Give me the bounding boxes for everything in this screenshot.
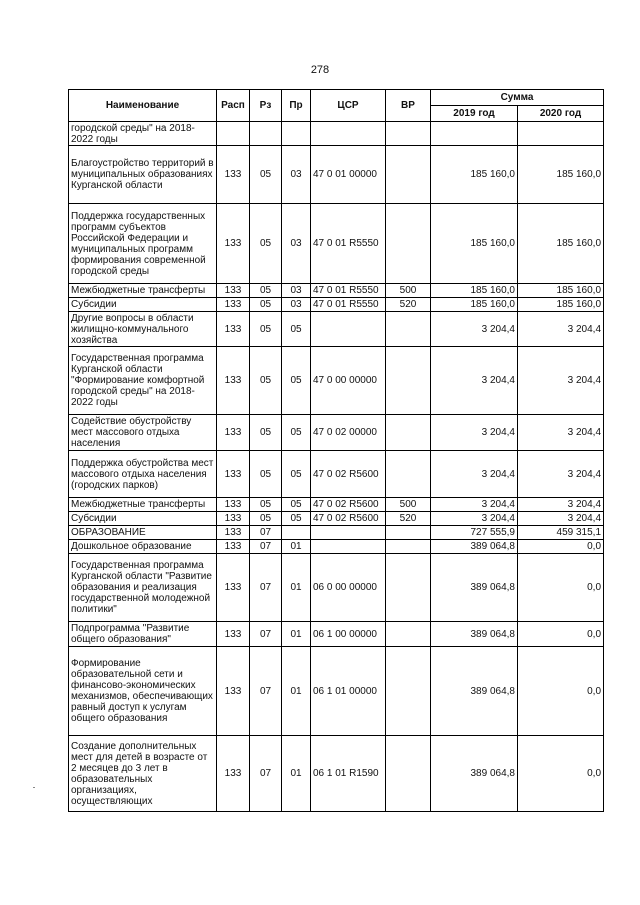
row-pr: 05 <box>282 512 311 526</box>
row-rasp: 133 <box>217 512 250 526</box>
row-sum-2020: 185 160,0 <box>518 298 604 312</box>
row-csr: 47 0 01 R5550 <box>311 284 386 298</box>
row-vr <box>386 451 431 498</box>
row-rz <box>250 122 282 146</box>
table-row <box>69 146 604 204</box>
row-sum-2019: 3 204,4 <box>431 512 518 526</box>
table-row <box>69 298 604 312</box>
row-sum-2019: 185 160,0 <box>431 146 518 204</box>
row-rasp: 133 <box>217 526 250 540</box>
row-vr: 500 <box>386 284 431 298</box>
row-pr: 03 <box>282 204 311 284</box>
table-row <box>69 540 604 554</box>
row-csr: 47 0 02 R5600 <box>311 512 386 526</box>
row-csr <box>311 122 386 146</box>
row-csr: 06 0 00 00000 <box>311 554 386 622</box>
row-csr: 47 0 01 00000 <box>311 146 386 204</box>
scan-speck <box>33 787 35 788</box>
row-csr <box>311 540 386 554</box>
row-name: Государственная программа Курганской области "Развитие образования и реализация государственной молодежной политики" <box>69 554 217 622</box>
row-sum-2019: 389 064,8 <box>431 622 518 647</box>
row-vr: 500 <box>386 498 431 512</box>
row-rasp: 133 <box>217 204 250 284</box>
row-csr: 47 0 02 00000 <box>311 415 386 451</box>
row-sum-2019: 185 160,0 <box>431 204 518 284</box>
row-rasp: 133 <box>217 312 250 347</box>
row-sum-2019: 389 064,8 <box>431 554 518 622</box>
row-sum-2019: 727 555,9 <box>431 526 518 540</box>
row-sum-2019: 3 204,4 <box>431 312 518 347</box>
row-name: Другие вопросы в области жилищно-коммунального хозяйства <box>69 312 217 347</box>
row-rasp: 133 <box>217 736 250 812</box>
row-csr: 47 0 01 R5550 <box>311 204 386 284</box>
row-vr <box>386 736 431 812</box>
row-sum-2019: 185 160,0 <box>431 284 518 298</box>
table-row <box>69 122 604 146</box>
row-rz: 05 <box>250 512 282 526</box>
row-csr: 06 1 00 00000 <box>311 622 386 647</box>
row-pr: 01 <box>282 554 311 622</box>
row-rz: 05 <box>250 312 282 347</box>
row-vr <box>386 122 431 146</box>
row-sum-2020: 3 204,4 <box>518 415 604 451</box>
row-sum-2020 <box>518 122 604 146</box>
row-pr: 03 <box>282 284 311 298</box>
page-number: 278 <box>310 64 330 76</box>
row-rz: 05 <box>250 146 282 204</box>
row-name: Межбюджетные трансферты <box>69 284 217 298</box>
table-row <box>69 512 604 526</box>
row-sum-2019: 389 064,8 <box>431 736 518 812</box>
row-sum-2020: 185 160,0 <box>518 284 604 298</box>
row-name: городской среды" на 2018-2022 годы <box>69 122 217 146</box>
row-sum-2020: 0,0 <box>518 622 604 647</box>
row-sum-2020: 0,0 <box>518 554 604 622</box>
row-sum-2020: 0,0 <box>518 647 604 736</box>
row-rz: 07 <box>250 622 282 647</box>
table-row <box>69 415 604 451</box>
row-pr: 05 <box>282 312 311 347</box>
row-pr <box>282 122 311 146</box>
table-row <box>69 736 604 812</box>
row-rz: 07 <box>250 647 282 736</box>
header-pr: Пр <box>282 90 311 122</box>
row-pr: 01 <box>282 647 311 736</box>
row-vr: 520 <box>386 512 431 526</box>
row-name: Подпрограмма "Развитие общего образования" <box>69 622 217 647</box>
row-sum-2020: 185 160,0 <box>518 204 604 284</box>
row-name: Субсидии <box>69 512 217 526</box>
row-csr: 47 0 02 R5600 <box>311 498 386 512</box>
row-name: Межбюджетные трансферты <box>69 498 217 512</box>
header-row <box>69 90 604 106</box>
row-csr <box>311 526 386 540</box>
row-sum-2019: 389 064,8 <box>431 540 518 554</box>
row-pr: 03 <box>282 298 311 312</box>
row-rz: 05 <box>250 284 282 298</box>
row-rasp: 133 <box>217 554 250 622</box>
row-vr <box>386 347 431 415</box>
row-rasp: 133 <box>217 622 250 647</box>
row-vr <box>386 146 431 204</box>
row-name: ОБРАЗОВАНИЕ <box>69 526 217 540</box>
row-sum-2019: 3 204,4 <box>431 498 518 512</box>
row-sum-2020: 0,0 <box>518 736 604 812</box>
row-sum-2019: 3 204,4 <box>431 415 518 451</box>
row-sum-2019: 185 160,0 <box>431 298 518 312</box>
row-sum-2020: 459 315,1 <box>518 526 604 540</box>
row-name: Дошкольное образование <box>69 540 217 554</box>
header-sum: Сумма <box>431 90 604 106</box>
row-rz: 05 <box>250 498 282 512</box>
header-rz: Рз <box>250 90 282 122</box>
row-sum-2020: 185 160,0 <box>518 146 604 204</box>
row-rasp: 133 <box>217 451 250 498</box>
table-row <box>69 526 604 540</box>
row-rasp: 133 <box>217 298 250 312</box>
row-vr <box>386 312 431 347</box>
row-name: Поддержка обустройства мест массового отдыха населения (городских парков) <box>69 451 217 498</box>
row-name: Поддержка государственных программ субъектов Российской Федерации и муниципальных программ формирования современной городской среды <box>69 204 217 284</box>
row-rz: 07 <box>250 540 282 554</box>
table-row <box>69 554 604 622</box>
row-pr: 01 <box>282 736 311 812</box>
row-csr: 06 1 01 R1590 <box>311 736 386 812</box>
row-csr: 06 1 01 00000 <box>311 647 386 736</box>
row-sum-2020: 3 204,4 <box>518 312 604 347</box>
row-pr: 05 <box>282 347 311 415</box>
row-rasp <box>217 122 250 146</box>
row-vr <box>386 526 431 540</box>
table-row <box>69 498 604 512</box>
row-rasp: 133 <box>217 498 250 512</box>
row-rasp: 133 <box>217 415 250 451</box>
row-pr: 05 <box>282 451 311 498</box>
table-row <box>69 622 604 647</box>
row-rz: 05 <box>250 415 282 451</box>
row-vr <box>386 204 431 284</box>
row-pr <box>282 526 311 540</box>
table-row <box>69 312 604 347</box>
row-name: Субсидии <box>69 298 217 312</box>
row-name: Благоустройство территорий в муниципальных образованиях Курганской области <box>69 146 217 204</box>
row-sum-2020: 3 204,4 <box>518 347 604 415</box>
table-row <box>69 284 604 298</box>
row-sum-2019: 389 064,8 <box>431 647 518 736</box>
row-rz: 07 <box>250 526 282 540</box>
table-row <box>69 204 604 284</box>
row-rz: 05 <box>250 347 282 415</box>
row-name: Формирование образовательной сети и финансово-экономических механизмов, обеспечивающих равный доступ к услугам общего образования <box>69 647 217 736</box>
row-rz: 05 <box>250 451 282 498</box>
row-rasp: 133 <box>217 647 250 736</box>
row-sum-2020: 3 204,4 <box>518 498 604 512</box>
row-csr: 47 0 01 R5550 <box>311 298 386 312</box>
row-rz: 05 <box>250 204 282 284</box>
row-sum-2020: 3 204,4 <box>518 512 604 526</box>
row-sum-2019: 3 204,4 <box>431 451 518 498</box>
row-pr: 01 <box>282 622 311 647</box>
row-rz: 05 <box>250 298 282 312</box>
row-csr <box>311 312 386 347</box>
table-body <box>69 122 604 812</box>
table-row <box>69 347 604 415</box>
row-rasp: 133 <box>217 347 250 415</box>
table-row <box>69 451 604 498</box>
row-sum-2020: 3 204,4 <box>518 451 604 498</box>
row-vr <box>386 540 431 554</box>
row-rasp: 133 <box>217 284 250 298</box>
header-vr: ВР <box>386 90 431 122</box>
row-name: Содействие обустройству мест массового отдыха населения <box>69 415 217 451</box>
row-csr: 47 0 02 R5600 <box>311 451 386 498</box>
row-sum-2020: 0,0 <box>518 540 604 554</box>
header-rasp: Расп <box>217 90 250 122</box>
header-year-2020: 2020 год <box>518 106 604 122</box>
row-vr <box>386 622 431 647</box>
row-name: Государственная программа Курганской области "Формирование комфортной городской среды" на 2018-2022 годы <box>69 347 217 415</box>
row-name: Создание дополнительных мест для детей в возрасте от 2 месяцев до 3 лет в образовательных организациях, осуществляющих <box>69 736 217 812</box>
header-csr: ЦСР <box>311 90 386 122</box>
row-pr: 05 <box>282 498 311 512</box>
row-pr: 03 <box>282 146 311 204</box>
header-name: Наименование <box>69 90 217 122</box>
row-rz: 07 <box>250 736 282 812</box>
budget-table <box>68 89 604 812</box>
row-rasp: 133 <box>217 146 250 204</box>
table-row <box>69 647 604 736</box>
row-vr <box>386 647 431 736</box>
row-rz: 07 <box>250 554 282 622</box>
row-pr: 01 <box>282 540 311 554</box>
row-vr <box>386 415 431 451</box>
row-vr: 520 <box>386 298 431 312</box>
row-sum-2019 <box>431 122 518 146</box>
row-pr: 05 <box>282 415 311 451</box>
header-year-2019: 2019 год <box>431 106 518 122</box>
row-vr <box>386 554 431 622</box>
row-csr: 47 0 00 00000 <box>311 347 386 415</box>
row-rasp: 133 <box>217 540 250 554</box>
row-sum-2019: 3 204,4 <box>431 347 518 415</box>
